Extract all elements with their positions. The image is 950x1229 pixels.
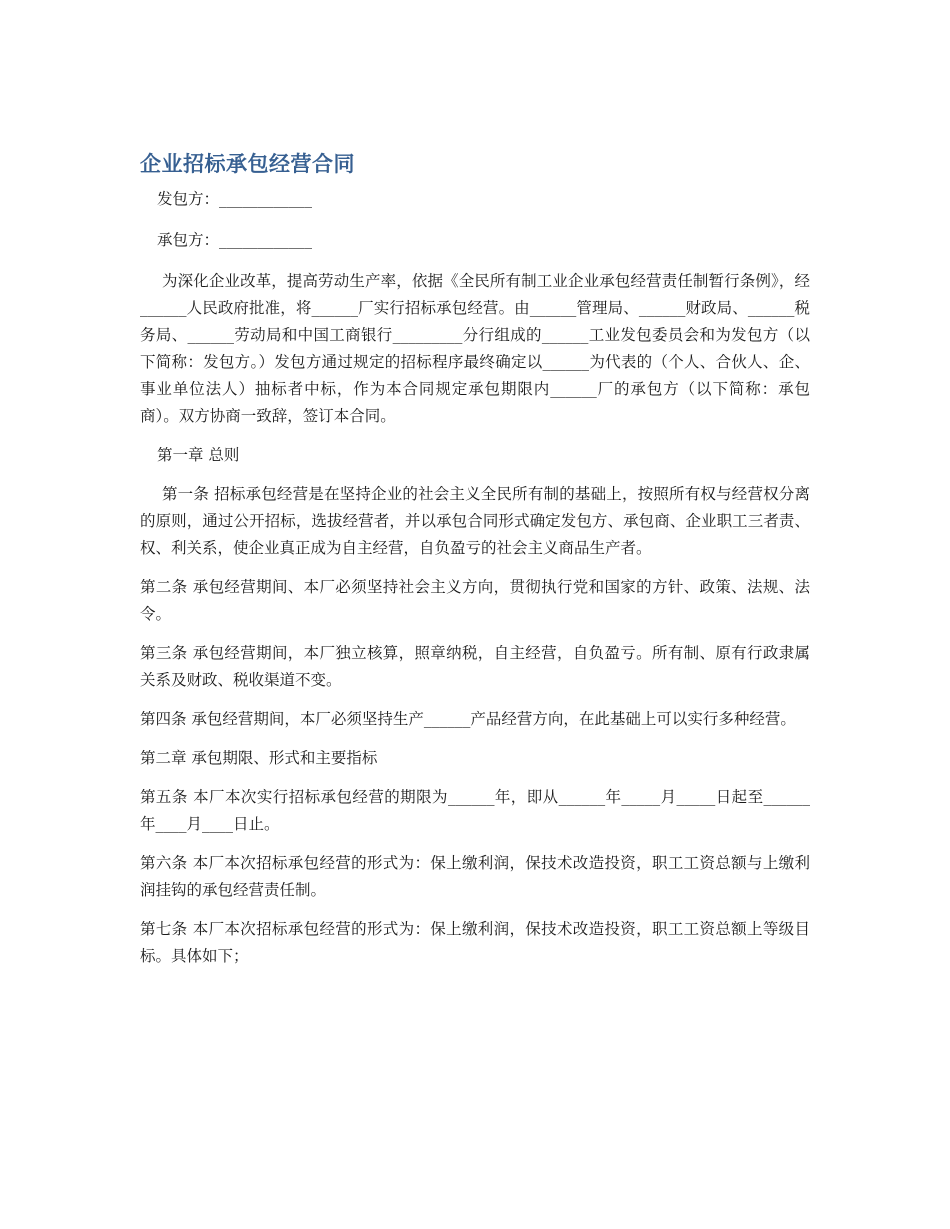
article-4: 第四条 承包经营期间，本厂必须坚持生产______产品经营方向，在此基础上可以实行多种经营。 xyxy=(140,710,796,728)
article-5: 第五条 本厂本次实行招标承包经营的期限为______年，即从______年_____月_____日起至______年____月____日止。 xyxy=(140,788,810,833)
article-1: 第一条 招标承包经营是在坚持企业的社会主义全民所有制的基础上，按照所有权与经营权分离的原则，通过公开招标，选拔经营者，并以承包合同形式确定发包方、承包商、企业职工三者责、权、利关系，使企业真正成为自主经营，自负盈亏的社会主义商品生产者。 xyxy=(140,485,810,557)
article-3: 第三条 承包经营期间，本厂独立核算，照章纳税，自主经营，自负盈亏。所有制、原有行政隶属关系及财政、税收渠道不变。 xyxy=(140,644,810,689)
article-2: 第二条 承包经营期间、本厂必须坚持社会主义方向，贯彻执行党和国家的方针、政策、法规、法令。 xyxy=(140,578,810,623)
party-issuer-line: 发包方：____________ xyxy=(157,190,313,208)
party-contractor-line: 承包方：____________ xyxy=(157,231,313,249)
document-body xyxy=(140,148,810,982)
document-title: 企业招标承包经营合同 xyxy=(140,152,355,176)
chapter-2-heading: 第二章 承包期限、形式和主要指标 xyxy=(140,749,378,767)
article-6: 第六条 本厂本次招标承包经营的形式为：保上缴利润，保技术改造投资，职工工资总额与上缴利润挂钩的承包经营责任制。 xyxy=(140,854,810,899)
chapter-1-heading: 第一章 总则 xyxy=(157,446,240,464)
article-7: 第七条 本厂本次招标承包经营的形式为：保上缴利润，保技术改造投资，职工工资总额上等级目标。具体如下； xyxy=(140,920,810,965)
preamble-paragraph: 为深化企业改革，提高劳动生产率，依据《全民所有制工业企业承包经营责任制暂行条例》，经______人民政府批准，将______厂实行招标承包经营。由______管理局、______财政局、______税务局、______劳动局和中国工商银行_________分行组成的______工业发包委员会和为发包方（以下简称：发包方。）发包方通过规定的招标程序最终确定以______为代表的（个人、合伙人、企、事业单位法人）抽标者中标，作为本合同规定承包期限内______厂的承包方（以下简称：承包商）。双方协商一致辞，签订本合同。 xyxy=(140,272,810,425)
